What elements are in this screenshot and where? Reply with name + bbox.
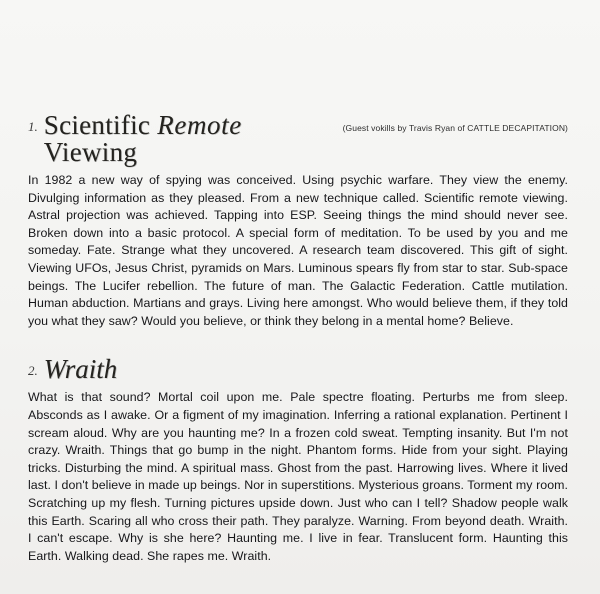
track-lyrics-2: What is that sound? Mortal coil upon me. Pale spectre floating. Perturbs me from sleep. Absconds as I awake. Or a figment of my imagination. Inferring a rational explanation. Pertinent I scream aloud. Why are you haunting me? In a frozen cold sweat. Tempting insanity. But I'm not crazy. Wraith. Things that go bump in the night. Phantom forms. Hide from your sight. Playing tricks. Disturbing the mind. A spiritual mass. Ghost from the past. Harrowing lives. Where it lived last. I don't believe in made up beings. Nor in superstitions. Mysterious groans. Torment my room. Scratching up my flesh. Turning pictures upside down. Just who can I tell? Shadow people walk this Earth. Scaring all who cross their path. They paralyze. Warning. From beyond death. Wraith. I can't escape. Why is she here? Haunting me. I live in fear. Translucent form. Haunting this Earth. Walking dead. She rapes me. Wraith.	[28, 390, 568, 563]
track-header-1	[28, 112, 568, 166]
lyrics-content	[28, 112, 568, 591]
track-title-2: Wraith	[43, 354, 118, 385]
track-header-2	[28, 356, 568, 383]
track-credit-1: (Guest vokills by Travis Ryan of CATTLE DECAPITATION)	[342, 123, 568, 133]
track-title-1-word2: Remote	[157, 110, 242, 140]
track-lyrics-1: In 1982 a new way of spying was conceived. Using psychic warfare. They view the enemy. Divulging information as they pleased. From a new technique called. Scientific remote viewing. Astral projection was achieved. Tapping into ESP. Seeing things the mind should never see. Broken down into a basic protocol. A special form of meditation. To be used by you and me someday. Fate. Strange what they uncovered. A research team discovered. This gift of sight. Viewing UFOs, Jesus Christ, pyramids on Mars. Luminous spears fly from star to star. Sub-space beings. The Lucifer rebellion. The future of man. The Galactic Federation. Cattle mutilation. Human abduction. Martians and grays. Living here amongst. Who would believe them, if they told you what they saw? Would you believe, or think they belong in a mental home? Believe.	[28, 173, 568, 328]
track-entry-2	[28, 356, 568, 565]
track-title-1-word3: Viewing	[43, 137, 138, 167]
track-number-1: 1.	[28, 119, 38, 134]
track-number-2: 2.	[28, 363, 38, 379]
track-title-1-word1: Scientific	[43, 110, 151, 140]
track-title-1	[44, 112, 337, 166]
track-entry-1	[28, 112, 568, 330]
